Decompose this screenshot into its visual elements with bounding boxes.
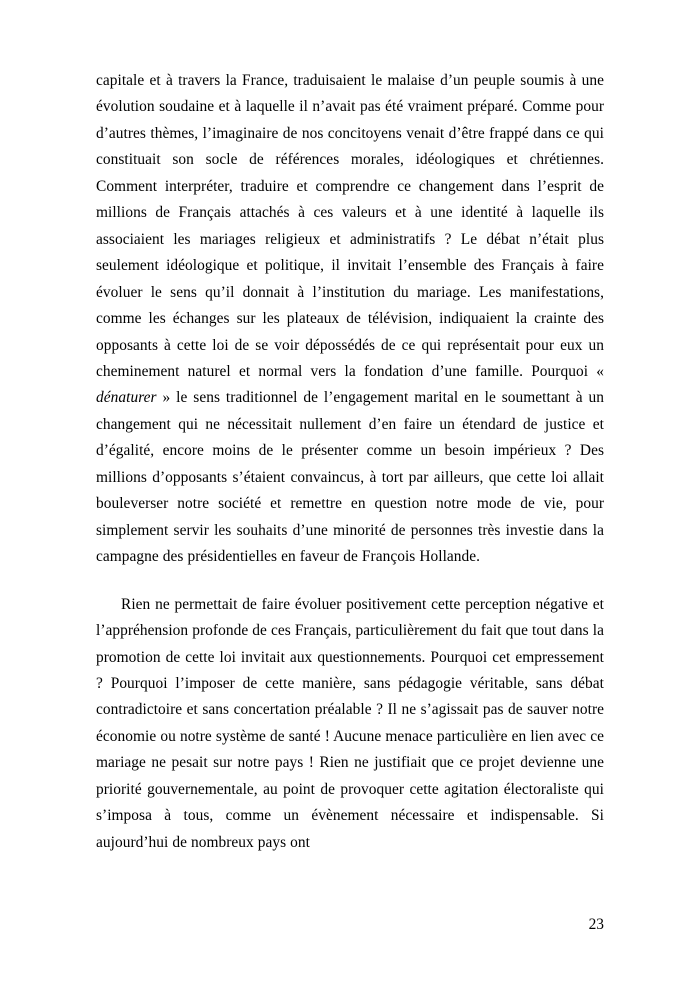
page-number: 23 [588,916,604,933]
emphasised-term: dénaturer [96,389,157,407]
paragraph-rien-ne-permettait: Rien ne permettait de faire évoluer positivement cette perception négative et l’appréhension profonde de ces Français, particulièrement du fait que tout dans la promotion de cette loi invitait aux questionnements. Pourquoi cet empressement ? Pourquoi l’imposer de cette manière, sans pédagogie véritable, sans débat contradictoire et sans concertation préalable ? Il ne s’agissait pas de sauver notre économie ou notre système de santé ! Aucune menace particulière en lien avec ce mariage ne pesait sur notre pays ! Rien ne justifiait que ce projet devienne une priorité gouvernementale, au point de provoquer cette agitation électoraliste qui s’imposa à tous, comme un évènement nécessaire et indispensable. Si aujourd’hui de nombreux pays ont [96,595,604,851]
body-text-column [96,68,604,856]
paragraph-continued: capitale et à travers la France, traduisaient le malaise d’un peuple soumis à une évolution soudaine et à laquelle il n’avait pas été vraiment préparé. Comme pour d’autres thèmes, l’imaginaire de nos concitoyens venait d’être frappé dans ce qui constituait son socle de références morales, idéologiques et chrétiennes. Comment interpréter, traduire et comprendre ce changement dans l’esprit de millions de Français attachés à ces valeurs et à une identité à laquelle ils associaient les mariages religieux et administratifs ? Le débat n’était plus seulement idéologique et politique, il invitait l’ensemble des Français à faire évoluer le sens qu’il donnait à l’institution du mariage. Les manifestations, comme les échanges sur les plateaux de télévision, indiquaient la crainte des opposants à cette loi de se voir dépossédés de ce qui représentait pour eux un cheminement naturel et normal vers la fondation d’une famille. Pourquoi « dénaturer » le sens traditionnel de l’engagement marital en le soumettant à un changement qui ne nécessitait nullement d’en faire un étendard de justice et d’égalité, encore moins de le présenter comme un besoin impérieux ? Des millions d’opposants s’étaient convaincus, à tort par ailleurs, que cette loi allait bouleverser notre société et remettre en question notre mode de vie, pour simplement servir les souhaits d’une minorité de personnes très investie dans la campagne des présidentielles en faveur de François Hollande. [96,72,604,566]
